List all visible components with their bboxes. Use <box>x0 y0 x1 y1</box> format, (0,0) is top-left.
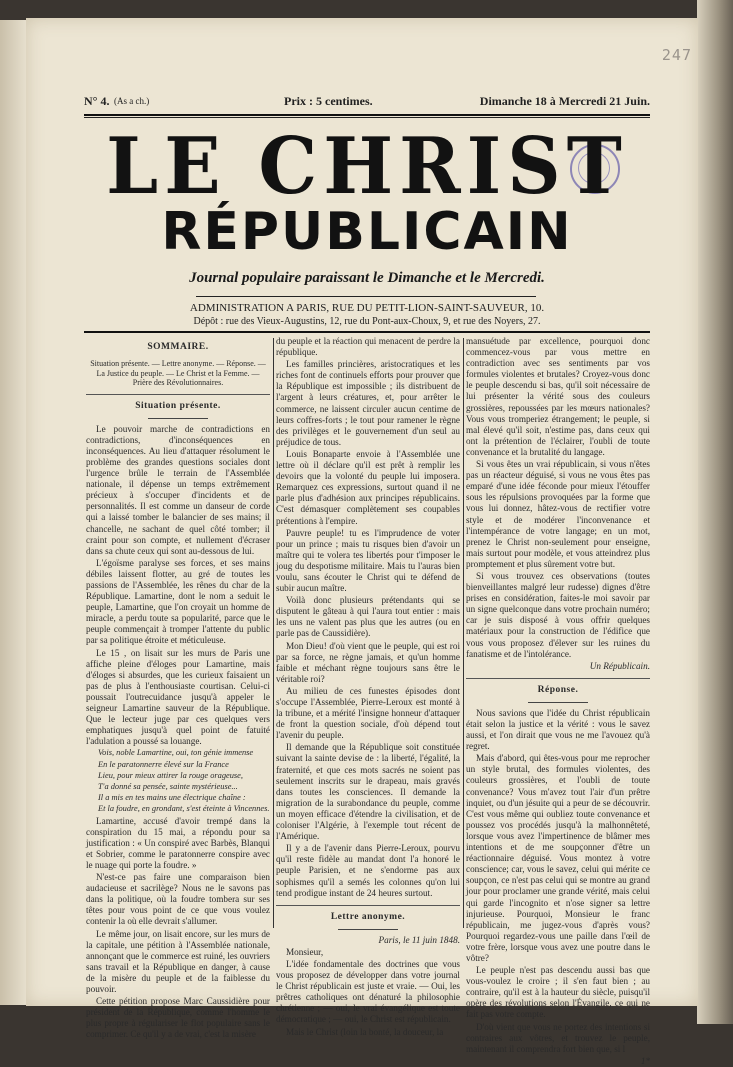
newspaper-page <box>26 18 698 1066</box>
column-1 <box>86 336 270 1040</box>
sommaire-rule <box>86 394 270 395</box>
sommaire-text: Situation présente. — Lettre anonyme. — Réponse. — La Justice du peuple. — Le Christ et la Femme. — Prière des Révolutionnaires. <box>90 359 266 388</box>
paragraph: Le 15 , on lisait sur les murs de Paris une affiche pleine d'éloges pour Lamartine, mais d'éloges si absurdes, que les curieux faisaient un pas de plus à l'enthousiaste courtisan. Celui-ci poussait l'outrecuidance jusqu'à appeler le seigneur Lamartine sauveur de la République. Que le lecteur juge par ces quelques vers emphatiques jusqu'à quel point de fatuité l'adulation a poussé sa louange. <box>86 647 270 747</box>
paragraph: N'est-ce pas faire une comparaison bien audacieuse et sacrilège? Nous ne le savons pas dans la politique, où la foudre tombera sur ses têtes pour vous point de ce que vous voulez contenir la où elle devrait s'allumer. <box>86 872 270 927</box>
folio-number: 247 <box>661 46 692 64</box>
poem-line: En le paratonnerre élevé sur la France <box>98 759 229 769</box>
administration-line: ADMINISTRATION A PARIS, RUE DU PETIT-LION-SAINT-SAUVEUR, 10. <box>189 302 545 314</box>
paragraph: Le pouvoir marche de contradictions en contradictions, d'inconséquences en inconséquences. Au lieu d'attaquer résolument le problème des grandes questions sociales dont l'urgence brûle le terrain de l'Assemblée nationale, il dépense un temps extrêmement précieux à s'occuper d'incidents et de personnalités. Il est comme un danseur de corde qui a laissé tomber le balancier de ses mains; il chancelle, ne sachant de quel côté tomber; il craint pour son compte, et nullement d'écraser dans sa chute ceux qui sont au-dessous de lui. <box>86 423 270 556</box>
paragraph: Si vous êtes un vrai républicain, si vous n'êtes pas un réacteur déguisé, si vous ne vous êtes pas emparé d'une idée féconde pour mieux l'étouffer sous les répulsions provoquées par la forme que vous lui donnez, hâtez-vous de rectifier votre style et de modérer l'inconvenance et l'intempérance de votre langage; en un mot, prenez le Christ non-seulement pour enseigne, mais surtout pour modèle, et vous atteindrez plus promptement et plus sûrement votre but. <box>466 459 650 569</box>
page-edge <box>697 0 733 1024</box>
column-3 <box>466 336 650 1066</box>
masthead-title-line2: RÉPUBLICAIN <box>161 202 573 262</box>
paragraph: Mais le Christ (loin la bonté, la douceur, la <box>286 1026 444 1037</box>
poem-line: T'a donné sa pensée, sainte mystérieuse... <box>98 782 238 792</box>
paragraph: Mais d'abord, qui êtes-vous pour me reprocher un style brutal, des formules violentes, des couleurs grossières, et l'oubli de toute convenance? Vous m'avez tout l'air d'un prêtre inquiet, ou d'un jésuite qui a peur de se découvrir. C'est vous même qui oubliez toute convenance et poussez vos procédés jusqu'à la malhonnêteté, lorsque vous avez l'impertinence de blâmer mes intentions et de me soupçonner d'être un réactionnaire déguisé. Vous montez à votre conscience; car, vous le savez, celui qui mérite ce soupçon, ce n'est pas celui qui se montre au grand jour pour proclamer une grande vérité, mais celui qui garde l'incognito et n'ose signer sa lettre injurieuse. Pourquoi, Monsieur le franc républicain, me jugez-vous d'après vous? Pourquoi regardez-vous une paille dans l'œil de votre frère, lorsque vous avez une poutre dans le vôtre? <box>466 753 650 963</box>
book-spine <box>0 20 27 1005</box>
paragraph: Le même jour, on lisait encore, sur les murs de la capitale, une pétition à l'Assemblée nationale, annonçant que le commerce est ruiné, les ouvriers sans travail et la République en danger, à cause de la misère du peuple et de la faiblesse du pouvoir. <box>86 928 270 995</box>
poem-line: Vois, noble Lamartine, oui, ton génie immense <box>98 748 254 758</box>
poem-line: Lieu, pour mieux attirer la rouge orageuse, <box>98 770 243 780</box>
paragraph: L'idée fondamentale des doctrines que vous vous proposez de développer dans votre journal le Christ républicain est juste et vraie. — Oui, les prêtres catholiques ont dénaturé la philosophie chrétienne ; — oui, le vrai évangélique est toute démocratique ; — oui, le Christ est républicain. <box>276 958 460 1025</box>
paragraph: Il demande que la République soit constituée suivant la sainte devise de : la liberté, l'égalité, la fraternité, et que ces mots sacrés ne soient pas seulement inscrits sur le drapeau, mais gravés dans toutes les consciences. Il demande la migration de la surabondance du peuple, comme un moyen efficace d'étendre la civilisation, et de coloniser l'Algérie, à l'exemple tout récent de l'Amérique. <box>276 742 460 842</box>
header-rule-bottom <box>84 117 650 118</box>
masthead-title-line1: LE CHRIST <box>106 121 628 213</box>
sommaire-heading: SOMMAIRE. <box>147 342 209 352</box>
footnote-mark: 1* <box>640 1055 650 1066</box>
subtitle-rule <box>196 296 536 297</box>
article-heading-reponse: Réponse. <box>537 684 579 695</box>
paragraph: Il y a de l'avenir dans Pierre-Leroux, pourvu qu'il reste fidèle au mandat dont l'a honoré le peuple Parisien, et ne s'endorme pas aux sophismes qu'il a semés les colonnes qu'on lui tend prodigue instant de 24 heures surtout. <box>276 843 460 898</box>
column-divider-2 <box>463 338 464 928</box>
paragraph: du peuple et la réaction qui menacent de perdre la république. <box>276 336 460 358</box>
paragraph: Pauvre peuple! tu es l'imprudence de voter pour un prince ; mais tu risques bien d'avoir un maître qui te volera tes libertés pour t'imposer le joug du despotisme militaire. Mais tu l'auras bien voulu, sans écouter le Christ qui te défend de subir aucun maître. <box>276 527 460 594</box>
paragraph: Cette pétition propose Marc Caussidière pour président de la République, comme l'homme le plus propre à régulariser le flot populaire sans le comprimer. Ce qu'il y a de vrai, c'est la misère <box>86 996 270 1040</box>
price: Prix : 5 centimes. <box>284 94 373 108</box>
paragraph: Le peuple n'est pas descendu aussi bas que vous-voulez le croire ; il s'en faut bien ; au contraire, qu'il est à la hauteur du siècle, puisqu'il opère des révolutions selon l'Évangile, ce qui ne fait pas votre compte. <box>466 965 650 1020</box>
paragraph: mansuétude par excellence, pourquoi donc commencez-vous par vous mettre en contradiction avec ses sentiments par vos formules violentes et brutales? Croyez-vous donc le peuple descendu si bas, qu'il soit nécessaire de lui présenter la vérité sous des couleurs grossières, repoussées par les mœurs nationales? Vous vous tromperiez étrangement; le peuple, si mal élevé qu'il soit, n'estime pas, dans ceux qui ont la prétention de l'éclairer, l'oubli de toute convenance et la brutalité du langage. <box>466 336 650 457</box>
paragraph: D'où vient que vous ne portez des intentions si contraires aux vôtres, et trouvez le peuple, maintenant il comprendra fort bien que, si l <box>466 1021 650 1054</box>
paragraph: Au milieu de ces funestes épisodes dont s'occupe l'Assemblée, Pierre-Leroux est monté à la tribune, et a mérité l'insigne honneur d'attaquer de front la question sociale, d'où dépend tout l'avenir du peuple. <box>276 685 460 741</box>
column-2 <box>276 336 460 1037</box>
issue-dates: Dimanche 18 à Mercredi 21 Juin. <box>479 94 650 108</box>
letter-salutation: Monsieur, <box>286 946 324 957</box>
poem-line: Il a mis en tes mains une électrique chaîne : <box>98 793 246 803</box>
paragraph: Mon Dieu! d'où vient que le peuple, qui est roi par sa force, ne règne jamais, et qu'un homme faible et méchant règne toujours sans être le véritable roi? <box>276 640 460 684</box>
letter-signature: Un Républicain. <box>589 660 650 671</box>
issue-note: (As a ch.) <box>114 96 150 106</box>
heading-separator <box>148 418 208 419</box>
paragraph: Voilà donc plusieurs prétendants qui se disputent le gâteau à qui l'aura tout entier : mais les uns ne valent pas plus que les autres (ou en parle pas de Caussidière). <box>276 595 460 639</box>
article-rule <box>276 905 460 906</box>
paragraph: Lamartine, accusé d'avoir trempé dans la conspiration du 15 mai, a répondu pour sa justification : « Un conspiré avec Barbès, Blanqui et Sobrier, comme le paratonnerre conspire avec le nuage qui porte la foudre. » <box>86 815 270 870</box>
article-heading-lettre: Lettre anonyme. <box>330 911 406 922</box>
paragraph: L'égoïsme paralyse ses forces, et ses mains débiles laissent flotter, au gré de toutes les passions de l'Assemblée, les rênes du char de la République. Lamartine, dont le nom a seduit le peuple, Lamartine, que l'on croyait un homme de miracle, a perdu toute sa popularité, parce que le peuple commençait à tromper l'attente du public par sa politique étroite et méticuleuse. <box>86 557 270 646</box>
article-rule <box>466 678 650 679</box>
header-rule-top <box>84 114 650 116</box>
letter-dateline: Paris, le 11 juin 1848. <box>378 934 460 945</box>
article-heading-situation: Situation présente. <box>135 400 221 411</box>
issue-number: N° 4. <box>84 94 110 108</box>
paragraph: Louis Bonaparte envoie à l'Assemblée une lettre où il déclare qu'il est prêt à remplir les devoirs que la volonté du peuple lui imposera. Remarquez ces expressions, surtout quand il ne parle plus d'adhésion aux principes républicains. C'est démasquer complètement ses coupables prétentions à l'empire. <box>276 448 460 526</box>
masthead-rule <box>84 331 650 333</box>
heading-separator <box>338 929 398 930</box>
paragraph: Si vous trouvez ces observations (toutes bienveillantes malgré leur rudesse) dignes d'être prises en considération, faites-le moi savoir par un signe quelconque dans votre prochain numéro; car je suis disposé à vous offrir quelques matériaux pour la construction de l'édifice que vous vous proposez d'élever sur les ruines du fanatisme et de l'intolérance. <box>466 570 650 659</box>
heading-separator <box>528 702 588 703</box>
paragraph: Nous savions que l'idée du Christ républicain était selon la justice et la vérité : vous le savez aussi, et l'on dirait que vous ne me l'avouez qu'à regret. <box>466 707 650 752</box>
masthead-subtitle: Journal populaire paraissant le Dimanche et le Mercredi. <box>189 270 545 286</box>
column-divider-1 <box>273 338 274 928</box>
depot-line: Dépôt : rue des Vieux-Augustins, 12, rue du Pont-aux-Choux, 9, et rue des Noyers, 27. <box>193 316 541 327</box>
paragraph: Les familles princières, aristocratiques et les riches font de continuels efforts pour prouver que la République est impossible ; ils distribuent de l'argent à leurs créatures, et, pour arrêter le commerce, ne laissent circuler aucun centime de leurs coffres-forts ; le tout pour ramener le règne des privilèges et le gouvernement d'un seul au préjudice de tous. <box>276 359 460 447</box>
poem-line: Et la foudre, en grondant, s'est éteinte à Vincennes. <box>98 804 270 814</box>
